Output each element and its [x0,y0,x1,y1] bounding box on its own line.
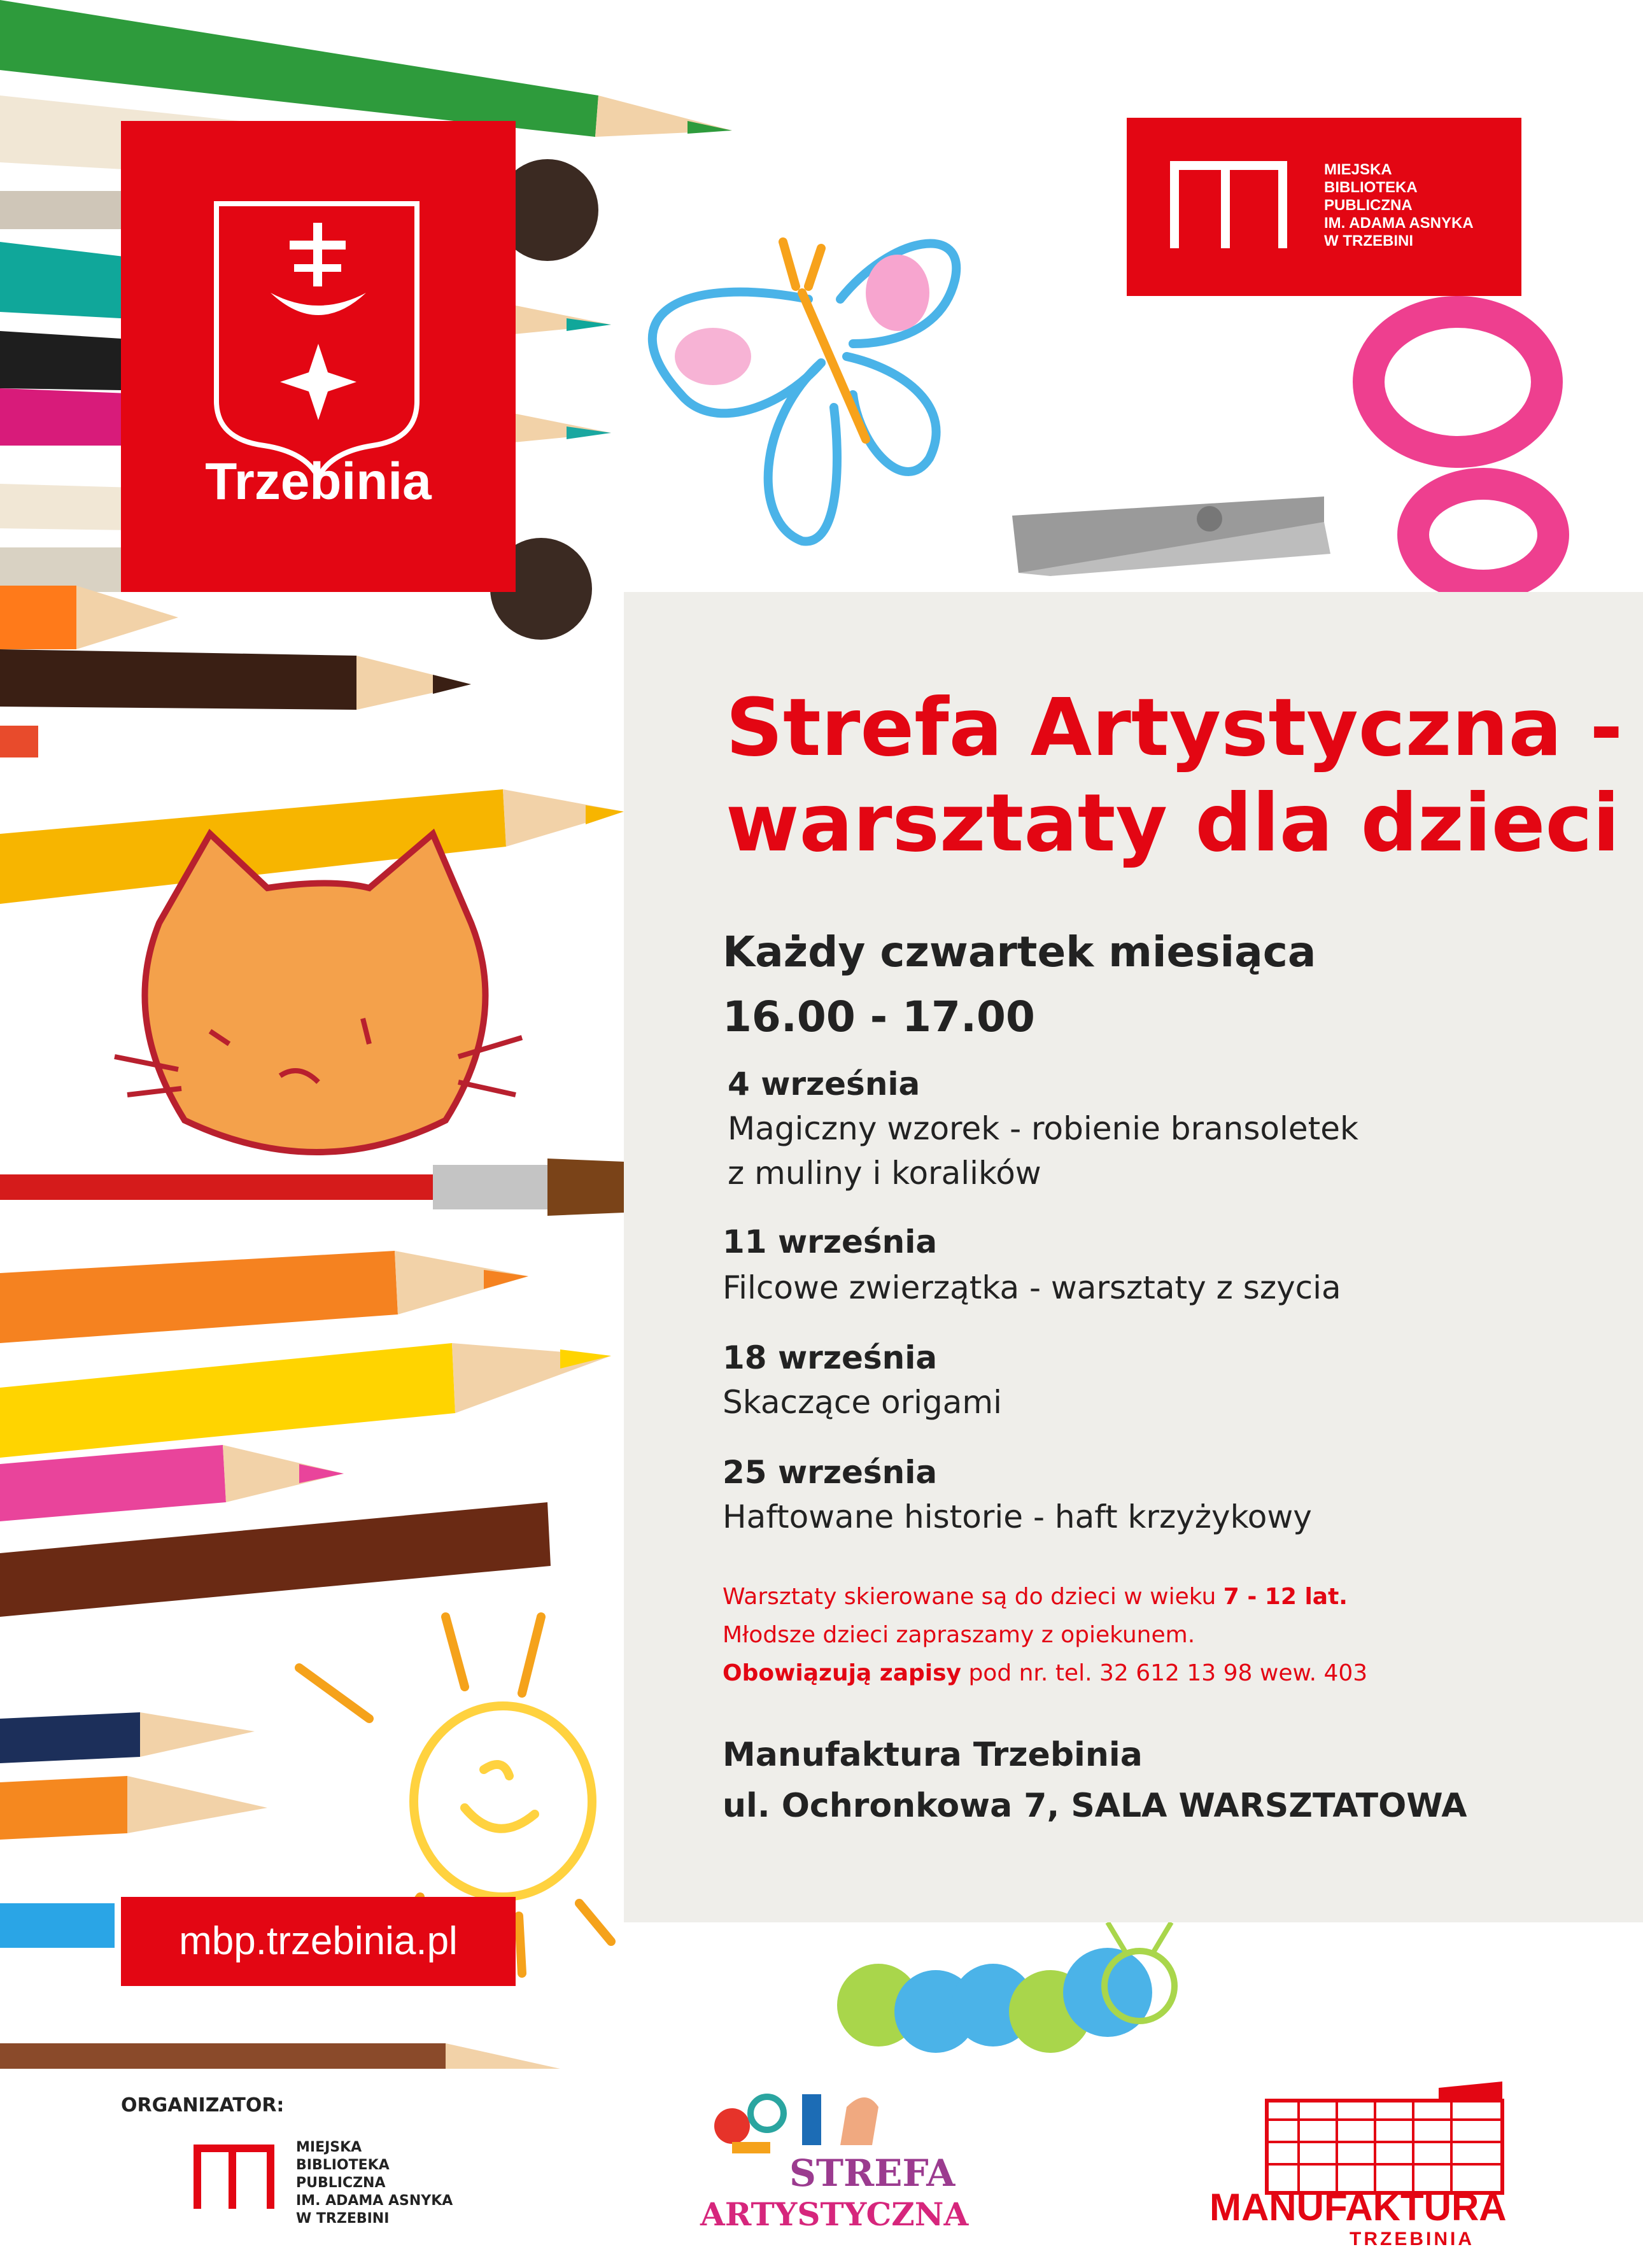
footer-library-line-5: W TRZEBINI [296,2211,390,2227]
website-link[interactable]: mbp.trzebinia.pl [179,1919,458,1963]
butterfly-doodle-icon [652,242,956,542]
trzebinia-logo [121,121,516,592]
registration-phone: pod nr. tel. 32 612 13 98 wew. 403 [961,1660,1368,1686]
coat-of-arms-icon [121,121,516,477]
library-logo-line-2: BIBLIOTEKA [1324,179,1418,196]
trzebinia-logo-name: Trzebinia [205,453,432,511]
strefa-logo-line-1: STREFA [789,2152,955,2195]
manufaktura-building-icon [1248,2081,1515,2202]
footer-library-line-1: MIEJSKA [296,2139,362,2155]
workshop-3-date: 18 września [723,1339,938,1376]
guardian-note: Młodsze dzieci zapraszamy z opiekunem. [723,1622,1195,1648]
footer-library-line-2: BIBLIOTEKA [296,2157,390,2173]
location-name: Manufaktura Trzebinia [723,1736,1143,1774]
pencil-red-small-icon [0,726,38,757]
workshop-1-line-1: Magiczny wzorek - robienie bransoletek [728,1110,1358,1147]
pencil-orange3-icon [0,1776,267,1840]
workshop-4-line-1: Haftowane historie - haft krzyżykowy [723,1498,1312,1535]
pencil-pink-icon [0,1445,344,1521]
footer-library-line-4: IM. ADAMA ASNYKA [296,2193,453,2209]
event-title-line-1: Strefa Artystyczna - [726,682,1623,774]
registration-required: Obowiązują zapisy [723,1660,961,1686]
workshop-3-line-1: Skaczące origami [723,1384,1002,1421]
strefa-tools-icon [707,2081,898,2158]
age-note-text: Warsztaty skierowane są do dzieci w wieku [723,1584,1223,1610]
pencil-dark-brown-icon [0,649,471,710]
event-hours: 16.00 - 17.00 [723,992,1035,1041]
website-badge[interactable] [121,1897,516,1986]
pencil-orange2-icon [0,1251,528,1343]
library-logo-line-4: IM. ADAMA ASNYKA [1324,215,1474,232]
library-logo-line-1: MIEJSKA [1324,161,1392,178]
footer-library-line-3: PUBLICZNA [296,2175,386,2191]
location-address: ul. Ochronkowa 7, SALA WARSZTATOWA [723,1787,1467,1825]
manufaktura-logo-line-2: TRZEBINIA [1350,2229,1474,2250]
footer [0,2069,1643,2268]
scissors-icon [1012,312,1553,586]
registration-note [723,1655,1367,1692]
workshop-4-date: 25 września [723,1454,938,1491]
workshop-2-line-1: Filcowe zwierzątka - warsztaty z szycia [723,1269,1341,1306]
pencil-brown-icon [0,1502,551,1617]
library-logo [1127,118,1521,296]
workshop-2-date: 11 września [723,1223,938,1260]
event-title-line-2: warsztaty dla dzieci [726,777,1620,870]
library-logo-line-3: PUBLICZNA [1324,197,1413,214]
age-range: 7 - 12 lat. [1223,1584,1348,1610]
paint-brush-icon [0,1159,624,1216]
pencil-orange-icon [0,586,178,649]
manufaktura-logo-line-1: MANUFAKTURA [1209,2186,1507,2229]
library-m-icon [1165,153,1292,255]
pencil-blue-icon [0,1903,115,1948]
workshop-1-line-2: z muliny i koralików [728,1155,1041,1192]
event-schedule: Każdy czwartek miesiąca [723,927,1316,976]
strefa-logo-line-2: ARTYSTYCZNA [700,2195,969,2233]
info-panel [624,592,1643,1922]
age-note [723,1579,1348,1616]
workshop-1-date: 4 września [728,1066,920,1102]
pencil-navy-icon [0,1712,255,1763]
pencil-yellow2-icon [0,1343,611,1458]
library-logo-line-5: W TRZEBINI [1324,232,1413,250]
organizer-label: ORGANIZATOR: [121,2094,285,2117]
footer-library-m-icon [191,2139,280,2215]
caterpillar-doodle-icon [837,1922,1174,2053]
